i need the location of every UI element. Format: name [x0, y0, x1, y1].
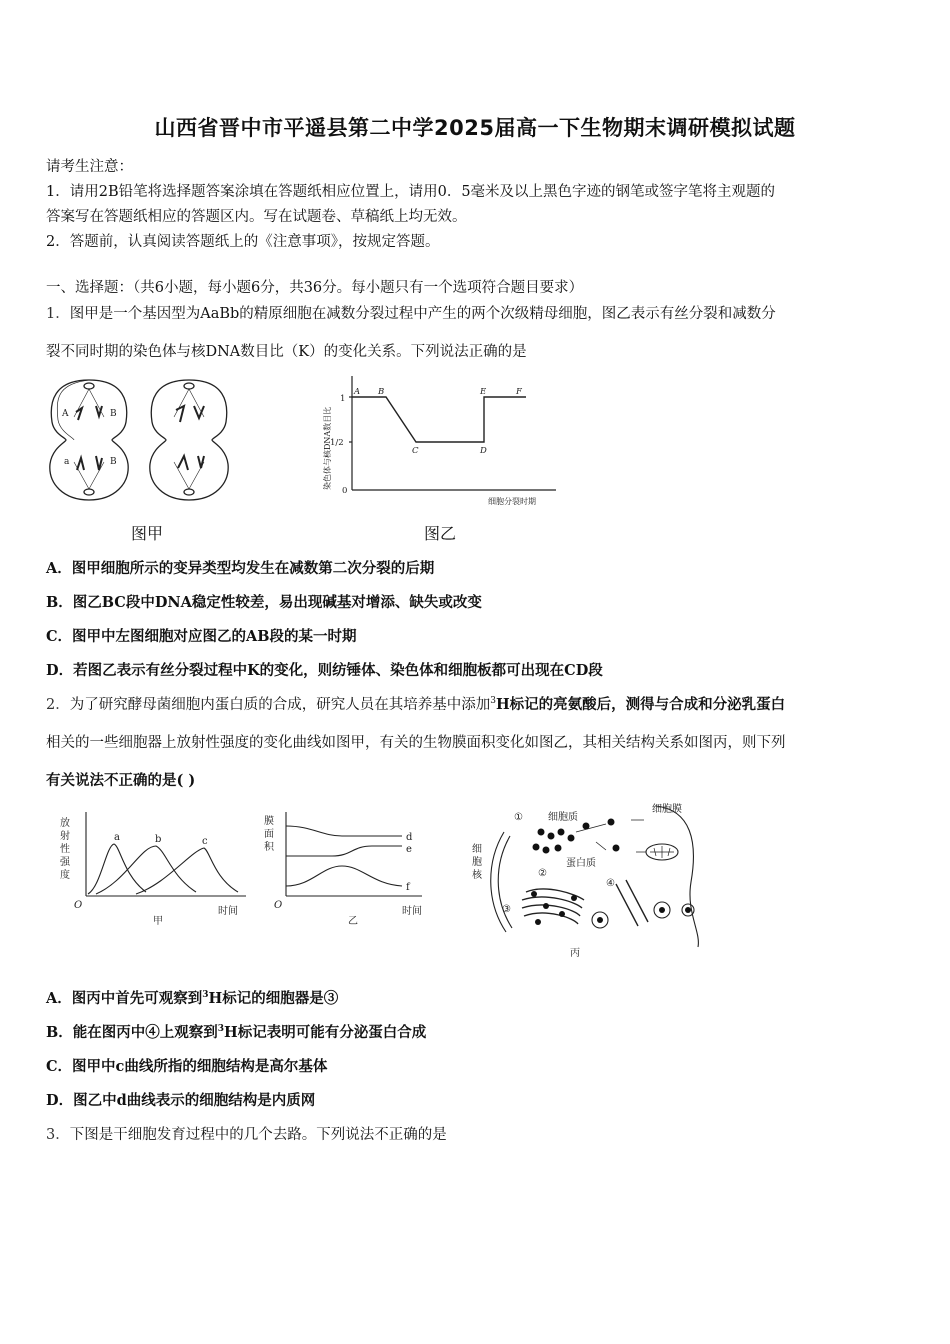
q2-figure-bing [466, 802, 716, 962]
curve-label-a: a [114, 832, 120, 843]
ytick-half: 1/2 [330, 438, 344, 448]
curve-label-d: d [406, 832, 413, 843]
option-key: D． [46, 662, 74, 679]
label-cytoplasm: 细胞质 [548, 812, 578, 823]
q2-stem-line3: 有关说法不正确的是( ) [46, 772, 196, 789]
curve-label-e: e [406, 844, 412, 855]
q2-stem-text-a: 为了研究酵母菌细胞内蛋白质的合成，研究人员在其培养基中添加 [69, 697, 491, 713]
label-1: ① [514, 812, 523, 823]
figure-caption: 乙 [348, 916, 358, 927]
q3-stem [46, 1123, 447, 1144]
notice-item1-line1: 1．请用2B铅笔将选择题答案涂填在答题纸相应位置上，请用0．5毫米及以上黑色字迹的钢笔或签字笔将主观题的 [46, 184, 776, 200]
label-nucleus [472, 843, 483, 881]
q1-figure-jia [44, 372, 244, 507]
q3-number: 3． [46, 1127, 70, 1143]
figure-caption: 甲 [153, 916, 163, 927]
section-heading: 一、选择题：（共6小题，每小题6分，共36分。每小题只有一个选项符合题目要求） [46, 280, 584, 296]
option-text: 图丙中首先可观察到 [71, 990, 203, 1007]
curve-label-b: b [155, 834, 162, 845]
option-key: C． [46, 1058, 73, 1075]
x-axis-label: 时间 [218, 906, 238, 917]
option-key: C． [46, 628, 73, 645]
q1-option-c[interactable] [46, 625, 357, 646]
isotope-superscript: 3 [490, 696, 496, 707]
q2-option-b[interactable] [46, 1021, 426, 1042]
q2-stem-line2: 相关的一些细胞器上放射性强度的变化曲线如图甲，有关的生物膜面积变化如图乙，其相关结构关系如图丙，则下列 [46, 735, 786, 751]
curve-e [286, 846, 402, 856]
point-D: D [480, 446, 487, 456]
q2-stem-line1 [46, 693, 785, 714]
q1-stem-line1 [46, 302, 776, 323]
label-4: ④ [606, 878, 615, 889]
option-text-post: H标记的细胞器是③ [208, 990, 339, 1007]
option-text: 图甲细胞所示的变异类型均发生在减数第二次分裂的后期 [71, 560, 435, 577]
label-cell-membrane: 细胞膜 [652, 804, 682, 815]
svg-text:细胞核: 细胞核 [472, 844, 482, 881]
origin-label: O [274, 900, 283, 911]
curve-a [88, 844, 146, 894]
q1-stem-text: 图甲是一个基因型为AaBb的精原细胞在减数分裂过程中产生的两个次级精母细胞，图乙表示有丝分裂和减数分 [69, 306, 776, 322]
curve-label-c: c [202, 836, 208, 847]
point-A: A [354, 387, 361, 397]
option-text: 图甲中左图细胞对应图乙的AB段的某一时期 [72, 628, 357, 645]
label-protein: 蛋白质 [566, 858, 596, 869]
x-axis-label: 时间 [402, 906, 422, 917]
point-F: F [516, 387, 522, 397]
option-text-post: H标记表明可能有分泌蛋白合成 [224, 1024, 427, 1041]
curve-f [286, 866, 402, 886]
q3-stem-text: 下图是干细胞发育过程中的几个去路。下列说法不正确的是 [69, 1127, 447, 1143]
q2-option-c[interactable] [46, 1055, 327, 1076]
q2-number: 2． [46, 697, 70, 713]
q2-option-a[interactable] [46, 987, 338, 1008]
label-3: ③ [502, 904, 511, 915]
notice-heading: 请考生注意： [46, 159, 133, 175]
svg-text:放射性强度: 放射性强度 [60, 818, 70, 881]
q2-stem-text-b: H标记的亮氨酸后，测得与合成和分泌乳蛋白 [495, 696, 786, 713]
cell-membrane [656, 806, 698, 947]
q1-option-b[interactable] [46, 591, 482, 612]
option-key: A． [46, 990, 72, 1007]
y-axis-label [264, 814, 275, 853]
option-text: 若图乙表示有丝分裂过程中K的变化，则纺锤体、染色体和细胞板都可出现在CD段 [73, 662, 603, 679]
figure-caption: 丙 [570, 948, 580, 959]
y-axis-label [60, 816, 71, 881]
option-text: 图乙BC段中DNA稳定性较差，易出现碱基对增添、缺失或改变 [72, 594, 482, 611]
k-ratio-line [352, 397, 526, 442]
q1-number: 1． [46, 306, 70, 322]
q1-option-a[interactable] [46, 557, 434, 578]
curve-b [96, 846, 196, 894]
option-text: 能在图丙中④上观察到 [72, 1024, 218, 1041]
q1-stem-line2: 裂不同时期的染色体与核DNA数目比（K）的变化关系。下列说法正确的是 [46, 344, 527, 360]
q1-option-d[interactable] [46, 659, 603, 680]
cell-outline-right [150, 380, 228, 500]
curve-c [136, 848, 238, 894]
q1-figure-yi [316, 372, 566, 512]
label-B-bottom: B [110, 457, 117, 467]
label-B-top: B [110, 409, 117, 419]
label-A: A [62, 409, 69, 419]
option-key: A． [46, 560, 72, 577]
q1-figure-jia-caption: 图甲 [131, 524, 164, 543]
curve-d [286, 826, 402, 836]
point-C: C [412, 446, 419, 456]
option-text: 图甲中c曲线所指的细胞结构是高尔基体 [72, 1058, 328, 1075]
x-axis-label: 细胞分裂时期 [488, 497, 536, 506]
notice-item2: 2．答题前，认真阅读答题纸上的《注意事项》，按规定答题。 [46, 234, 440, 250]
y-axis-label: 染色体与核DNA数目比 [323, 406, 332, 490]
q2-figure-yi [262, 806, 442, 931]
q2-figure-jia [56, 806, 256, 931]
origin-label: O [74, 900, 83, 911]
notice-item1-line2: 答案写在答题纸相应的答题区内。写在试题卷、草稿纸上均无效。 [46, 209, 467, 225]
isotope-superscript: 3 [217, 1024, 225, 1035]
label-a: a [64, 457, 70, 467]
isotope-superscript: 3 [202, 990, 209, 1001]
curve-label-f: f [406, 882, 410, 893]
option-key: B． [46, 1024, 73, 1041]
option-key: B． [46, 594, 73, 611]
page-title: 山西省晋中市平遥县第二中学2025届高一下生物期末调研模拟试题 [154, 116, 796, 140]
point-B: B [378, 387, 385, 397]
q1-figure-yi-caption: 图乙 [424, 524, 457, 543]
svg-text:膜面积: 膜面积 [264, 816, 274, 853]
ytick-1: 1 [340, 394, 346, 404]
q2-option-d[interactable] [46, 1089, 315, 1110]
golgi [616, 880, 648, 926]
ytick-0: 0 [342, 486, 348, 496]
point-E: E [480, 387, 487, 397]
option-text: 图乙中d曲线表示的细胞结构是内质网 [73, 1092, 316, 1109]
label-2: ② [538, 868, 547, 879]
cell-outline-left [50, 380, 128, 500]
option-key: D． [46, 1092, 74, 1109]
